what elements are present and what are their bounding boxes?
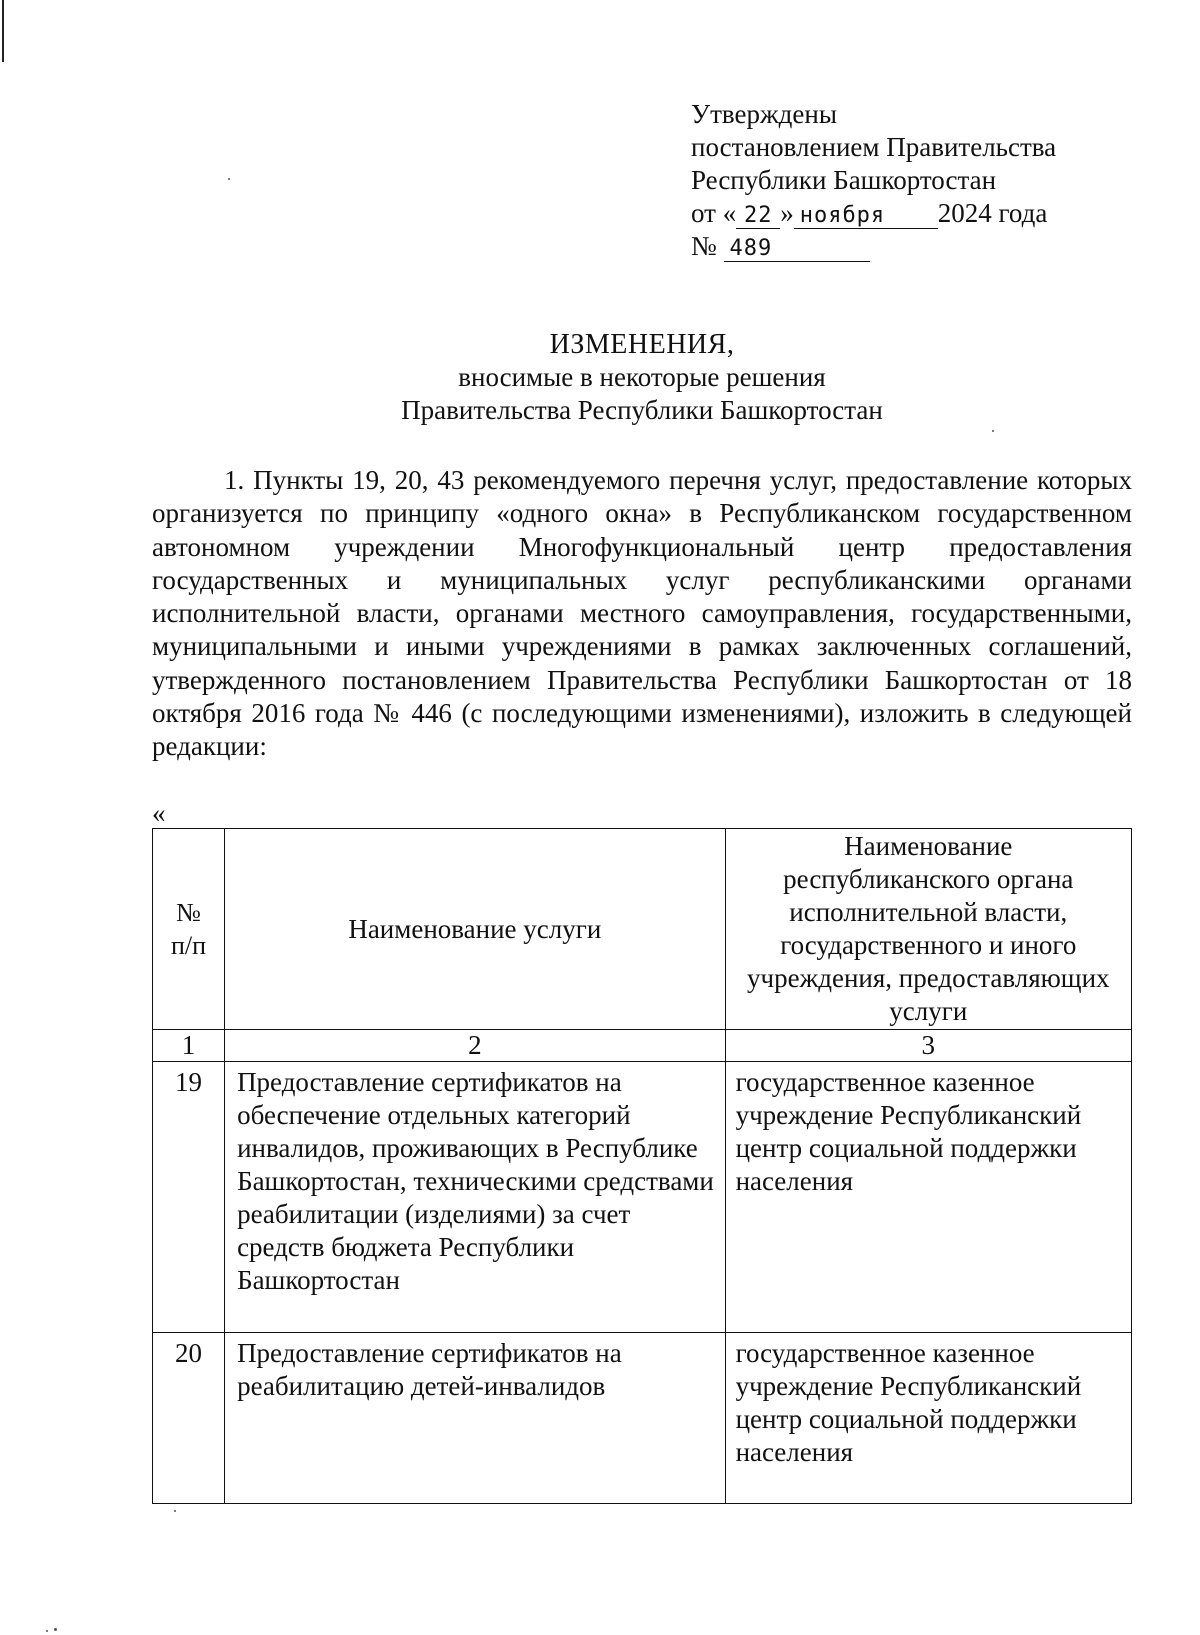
services-table	[152, 828, 1132, 1504]
number-value: 489	[724, 237, 870, 262]
table-row	[153, 1333, 1132, 1504]
document-title	[152, 328, 1132, 427]
row-number: 20	[153, 1333, 225, 1504]
scan-speck	[992, 430, 994, 432]
row-organization: государственное казенное учреждение Республиканский центр социальной поддержки населения	[725, 1333, 1131, 1504]
scan-edge-mark	[2, 0, 4, 62]
approval-line-republic: Республики Башкортостан	[691, 165, 997, 195]
header-number	[153, 829, 225, 1030]
approval-line-approved: Утверждены	[691, 99, 837, 129]
date-mid: »	[780, 198, 794, 228]
column-number-2: 2	[225, 1030, 726, 1062]
header-number-symbol: №	[176, 898, 201, 927]
scan-speck	[228, 178, 230, 180]
date-prefix: от «	[691, 198, 737, 228]
approval-number-line	[691, 230, 1131, 263]
row-service: Предоставление сертификатов на обеспечение отдельных категорий инвалидов, проживающих в Республике Башкортостан, техническими средствами реабилитации (изделиями) за счет средств бюджета Республики Башкортостан	[225, 1062, 726, 1333]
date-month: ноября	[794, 204, 938, 229]
header-number-label: п/п	[171, 931, 207, 960]
approval-block	[691, 98, 1131, 263]
scan-speck	[54, 1628, 57, 1631]
row-service: Предоставление сертификатов на реабилитацию детей-инвалидов	[225, 1333, 726, 1504]
column-numbers-row	[153, 1030, 1132, 1062]
date-day: 22	[736, 204, 780, 229]
approval-date-line	[691, 197, 1131, 230]
title-government: Правительства Республики Башкортостан	[401, 395, 883, 425]
table-header-row	[153, 829, 1132, 1030]
date-year: 2024 года	[937, 198, 1048, 228]
title-subtitle: вносимые в некоторые решения	[458, 362, 826, 392]
title-heading: ИЗМЕНЕНИЯ,	[549, 329, 735, 360]
quote-open-mark: «	[152, 798, 166, 828]
row-organization: государственное казенное учреждение Республиканский центр социальной поддержки населения	[725, 1062, 1131, 1333]
paragraph-1: 1. Пункты 19, 20, 43 рекомендуемого перечня услуг, предоставление которых организуется по принципу «одного окна» в Республиканском государственном автономном учреждении Многофункциональный центр предоставления государственных и муниципальных услуг республиканскими органами исполнительной власти, органами местного самоуправления, государственными, муниципальными и иными учреждениями в рамках заключенных соглашений, утвержденного постановлением Правительства Республики Башкортостан от 18 октября 2016 года № 446 (с последующими изменениями), изложить в следующей редакции:	[152, 465, 1132, 762]
column-number-1: 1	[153, 1030, 225, 1062]
table-row	[153, 1062, 1132, 1333]
header-service-name: Наименование услуги	[225, 829, 726, 1030]
column-number-3: 3	[725, 1030, 1131, 1062]
header-organization: Наименование республиканского органа исполнительной власти, государственного и иного учреждения, предоставляющих услуги	[725, 829, 1131, 1030]
scan-speck	[46, 1630, 48, 1632]
scan-speck	[174, 1510, 176, 1512]
row-number: 19	[153, 1062, 225, 1333]
number-prefix: №	[691, 231, 717, 261]
approval-line-resolution: постановлением Правительства	[691, 132, 1057, 162]
